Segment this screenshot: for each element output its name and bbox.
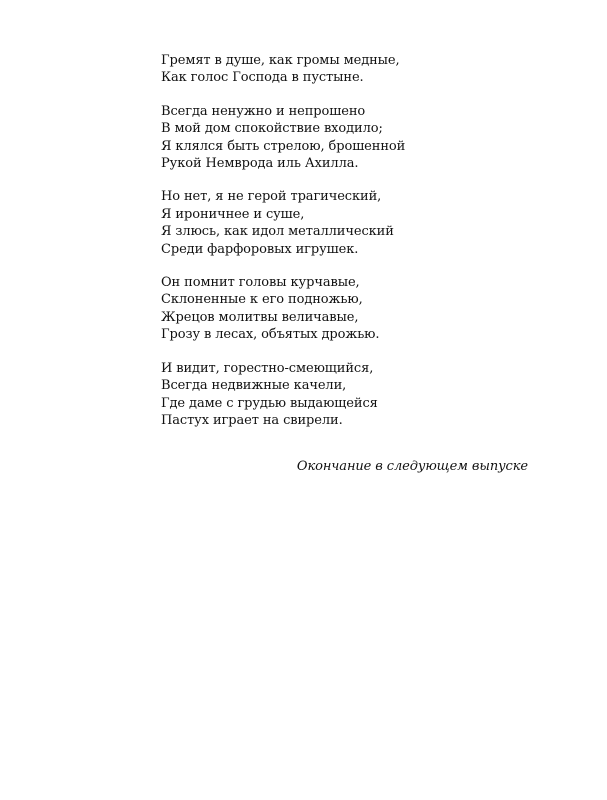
poem-line: Всегда ненужно и непрошено — [161, 103, 366, 119]
stanza-1 — [161, 52, 461, 87]
poem-line: Гремят в душе, как громы медные, — [161, 53, 400, 68]
poem-text — [161, 52, 461, 445]
stanza-2 — [161, 103, 461, 173]
stanza-4 — [161, 274, 461, 344]
poem-line: Я злюсь, как идол металлический — [161, 224, 394, 240]
poem-line: Но нет, я не герой трагический, — [161, 189, 382, 205]
poem-line: Я ироничнее и суше, — [161, 206, 305, 222]
stanza-5 — [161, 360, 461, 430]
poem-line: Пастух играет на свирели. — [161, 412, 343, 428]
poem-line: Как голос Господа в пустыне. — [161, 70, 364, 86]
continuation-note: Окончание в следующем выпуске — [296, 459, 528, 474]
poem-line: В мой дом спокойствие входило; — [161, 121, 383, 137]
poem-line: Грозу в лесах, объятых дрожью. — [161, 327, 380, 343]
poem-line: Рукой Немврода иль Ахилла. — [161, 156, 359, 172]
poem-line: Склоненные к его подножью, — [161, 292, 363, 308]
poem-line: Всегда недвижные качели, — [161, 378, 347, 394]
poem-line: Жрецов молитвы величавые, — [161, 309, 359, 325]
poem-line: Я клялся быть стрелою, брошенной — [161, 138, 406, 154]
stanza-3 — [161, 188, 461, 258]
poem-line: Среди фарфоровых игрушек. — [161, 241, 359, 257]
poem-line: Где даме с грудью выдающейся — [161, 395, 378, 411]
poem-line: Он помнит головы курчавые, — [161, 275, 360, 291]
poem-line: И видит, горестно-смеющийся, — [161, 360, 374, 376]
